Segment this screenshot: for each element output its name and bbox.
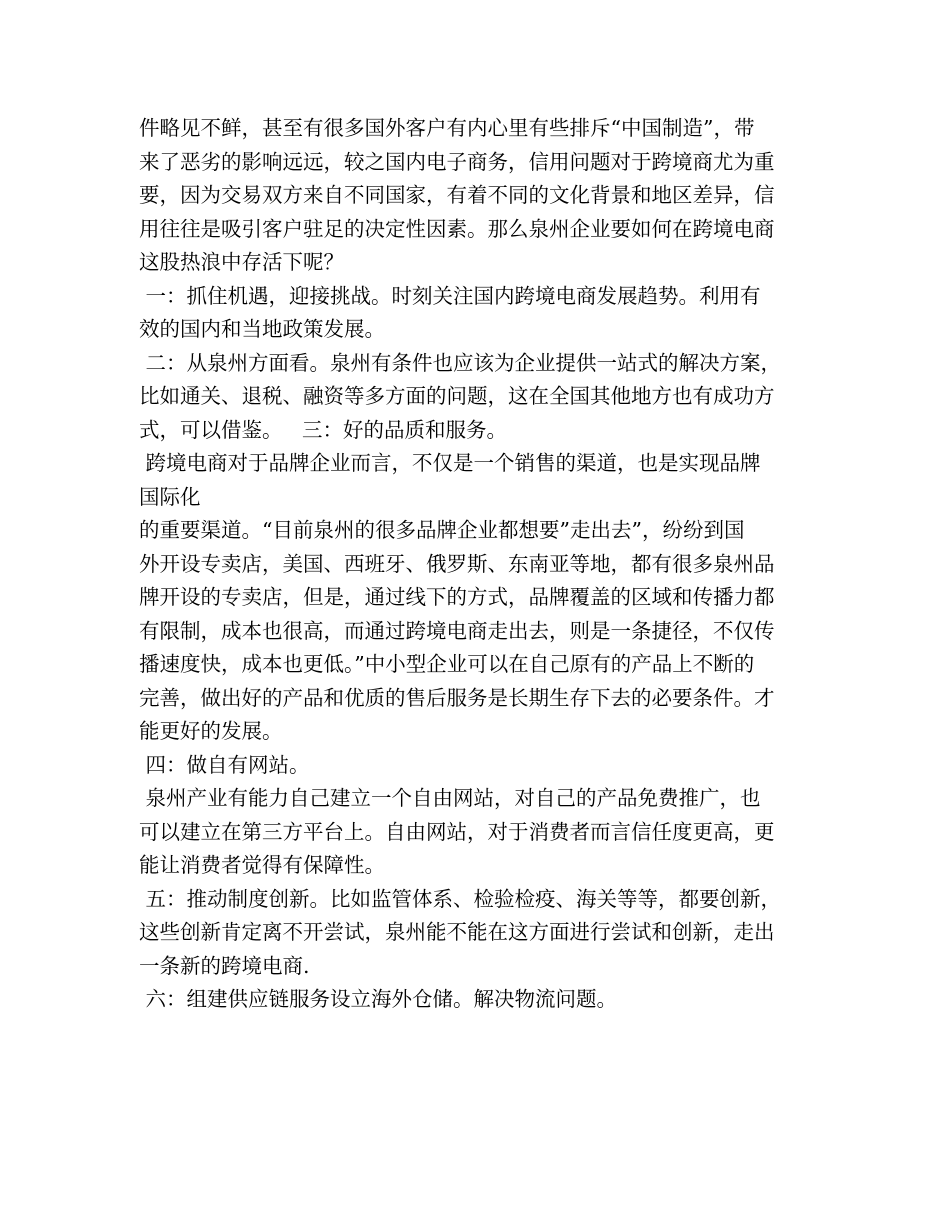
text-line: 国际化 xyxy=(139,484,201,509)
text-line: 六：组建供应链服务设立海外仓储。解决物流问题。 xyxy=(139,987,618,1011)
text-line: 式，可以借鉴。 三：好的品质和服务。 xyxy=(139,417,508,442)
text-line: 要，因为交易双方来自不同国家，有着不同的文化背景和地区差异，信 xyxy=(139,183,775,207)
text-line: 效的国内和当地政策发展。 xyxy=(139,317,385,341)
text-line: 牌开设的专卖店，但是，通过线下的方式，品牌覆盖的区域和传播力都 xyxy=(139,585,775,609)
text-line: 四：做自有网站。 xyxy=(139,752,310,777)
text-line: 来了恶劣的影响远远，较之国内电子商务，信用问题对于跨境商尤为重 xyxy=(139,149,775,174)
text-line: 五：推动制度创新。比如监管体系、检验检疫、海关等等，都要创新， xyxy=(139,886,782,911)
text-line: 能更好的发展。 xyxy=(139,719,283,743)
text-line: 这股热浪中存活下呢？ xyxy=(139,250,344,274)
text-line: 一：抓住机遇，迎接挑战。时刻关注国内跨境电商发展趋势。利用有 xyxy=(139,283,761,308)
text-line: 二：从泉州方面看。泉州有条件也应该为企业提供一站式的解决方案， xyxy=(139,350,782,375)
text-line: 泉州产业有能力自己建立一个自由网站，对自己的产品免费推广，也 xyxy=(139,786,761,810)
text-line: 能让消费者觉得有保障性。 xyxy=(139,853,385,877)
body-text xyxy=(139,112,829,1017)
text-line: 比如通关、退税、融资等多方面的问题，这在全国其他地方也有成功方 xyxy=(139,384,775,408)
text-line: 跨境电商对于品牌企业而言，不仅是一个销售的渠道，也是实现品牌 xyxy=(139,451,761,475)
text-line: 用往往是吸引客户驻足的决定性因素。那么泉州企业要如何在跨境电商 xyxy=(139,216,775,241)
text-line: 这些创新肯定离不开尝试，泉州能不能在这方面进行尝试和创新，走出 xyxy=(139,920,775,944)
text-line: 播速度快，成本也更低。”中小型企业可以在自己原有的产品上不断的 xyxy=(139,652,755,676)
text-line: 外开设专卖店，美国、西班牙、俄罗斯、东南亚等地，都有很多泉州品 xyxy=(139,551,775,576)
text-line: 的重要渠道。“目前泉州的很多品牌企业都想要”走出去”，纷纷到国 xyxy=(139,518,745,542)
text-line: 有限制，成本也很高，而通过跨境电商走出去，则是一条捷径，不仅传 xyxy=(139,618,775,643)
text-line: 完善，做出好的产品和优质的售后服务是长期生存下去的必要条件。才 xyxy=(139,685,775,710)
text-line: 一条新的跨境电商. xyxy=(139,953,310,978)
text-line: 件略见不鲜，甚至有很多国外客户有内心里有些排斥“中国制造”，带 xyxy=(139,116,755,140)
text-line: 可以建立在第三方平台上。自由网站，对于消费者而言信任度更高，更 xyxy=(139,819,775,844)
